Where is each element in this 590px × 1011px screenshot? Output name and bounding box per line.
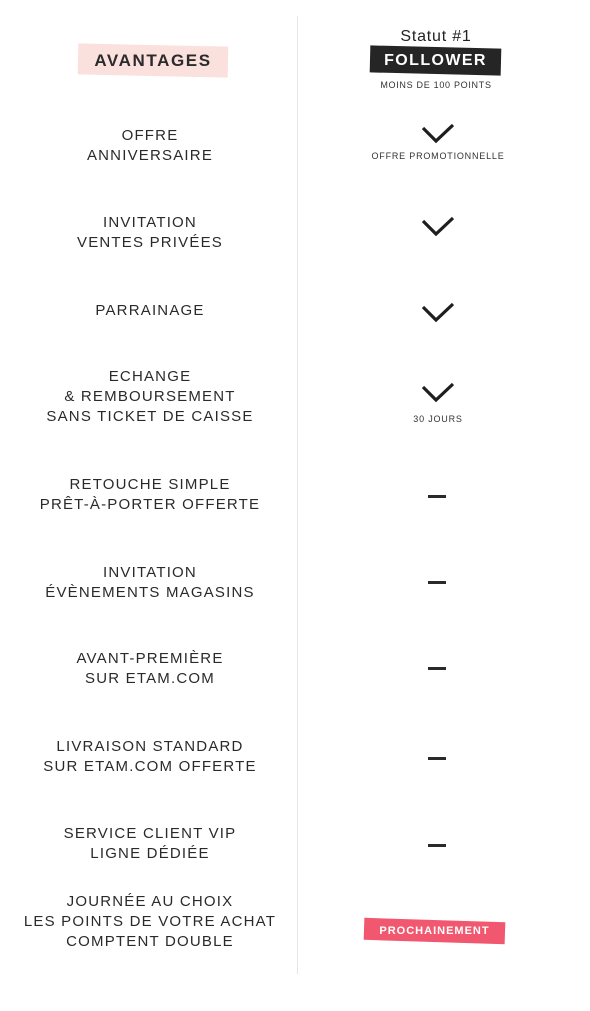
tier-name: FOLLOWER bbox=[384, 51, 487, 69]
benefit-label-line: LIGNE DÉDIÉE bbox=[90, 845, 210, 862]
benefit-label bbox=[10, 367, 290, 427]
status-label: Statut #1 bbox=[400, 28, 472, 45]
check-icon bbox=[421, 215, 455, 239]
check-icon bbox=[421, 122, 455, 146]
benefit-label-line: AVANT-PREMIÈRE bbox=[76, 650, 224, 667]
coming-soon-badge bbox=[364, 920, 505, 942]
tier-condition: MOINS DE 100 POINTS bbox=[380, 80, 492, 90]
benefit-label-line: INVITATION bbox=[103, 214, 197, 231]
benefit-label-line: PRÊT-À-PORTER OFFERTE bbox=[39, 496, 261, 513]
check-icon bbox=[421, 381, 455, 405]
benefit-label bbox=[10, 824, 290, 864]
check-icon bbox=[421, 301, 455, 325]
dash-icon bbox=[428, 495, 446, 498]
benefit-label-line: JOURNÉE AU CHOIX bbox=[66, 893, 234, 910]
benefit-label-line: ANNIVERSAIRE bbox=[86, 147, 214, 164]
benefit-label-line: OFFRE bbox=[121, 127, 179, 144]
benefit-label-line: SUR ETAM.COM OFFERTE bbox=[43, 758, 257, 775]
benefit-label-line: COMPTENT DOUBLE bbox=[66, 933, 234, 950]
benefit-label-line: LIVRAISON STANDARD bbox=[56, 738, 244, 755]
benefit-label-line: INVITATION bbox=[103, 564, 197, 581]
benefit-label bbox=[10, 892, 290, 952]
benefit-label bbox=[10, 126, 290, 166]
advantages-title: AVANTAGES bbox=[94, 50, 212, 70]
dash-icon bbox=[428, 581, 446, 584]
dash-icon bbox=[428, 667, 446, 670]
benefit-label-line: SUR ETAM.COM bbox=[85, 670, 215, 687]
benefit-note: 30 JOURS bbox=[413, 414, 463, 424]
benefit-label-line: SERVICE CLIENT VIP bbox=[63, 825, 237, 842]
benefit-label-line: ÉVÈNEMENTS MAGASINS bbox=[45, 584, 255, 601]
benefit-label bbox=[10, 737, 290, 777]
dash-icon bbox=[428, 844, 446, 847]
column-divider bbox=[297, 16, 298, 974]
benefit-label-line: ECHANGE bbox=[108, 368, 192, 385]
benefit-label-line: LES POINTS DE VOTRE ACHAT bbox=[23, 913, 277, 930]
benefit-label bbox=[10, 649, 290, 689]
dash-icon bbox=[428, 757, 446, 760]
coming-soon-label: PROCHAINEMENT bbox=[379, 925, 490, 937]
benefit-label bbox=[10, 563, 290, 603]
benefit-label bbox=[10, 475, 290, 515]
tier-badge bbox=[370, 47, 501, 74]
benefit-label bbox=[10, 213, 290, 253]
benefit-label-line: & REMBOURSEMENT bbox=[64, 388, 236, 405]
benefit-label-line: PARRAINAGE bbox=[95, 302, 205, 319]
advantages-header bbox=[78, 45, 228, 76]
benefit-label-line: VENTES PRIVÉES bbox=[76, 234, 223, 251]
benefit-label-line: RETOUCHE SIMPLE bbox=[69, 476, 231, 493]
benefit-label bbox=[10, 301, 290, 321]
benefit-label-line: SANS TICKET DE CAISSE bbox=[46, 408, 254, 425]
benefit-note: OFFRE PROMOTIONNELLE bbox=[371, 151, 505, 161]
